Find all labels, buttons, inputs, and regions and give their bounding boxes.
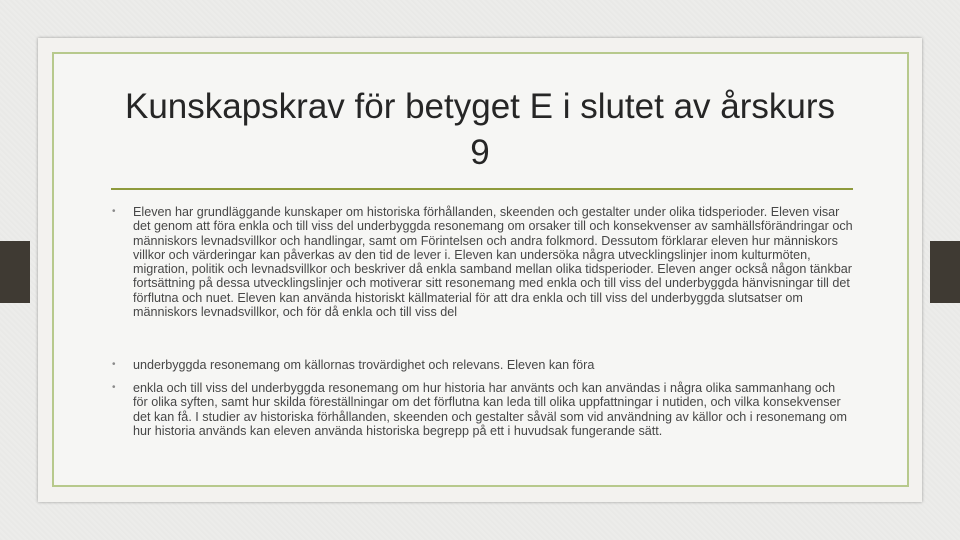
left-decorative-band bbox=[0, 241, 30, 303]
title-divider bbox=[111, 188, 853, 190]
bullet-text: Eleven har grundläggande kunskaper om historiska förhållanden, skeenden och gestalter under olika tidsperioder. Eleven visar det genom att föra enkla och till viss del underbyggda resonemang om orsaker till och konsekvenser av samhällsförändringar och människors levnadsvillkor och handlingar, samt om Förintelsen och andra folkmord. Dessutom förklarar eleven hur människors villkor och värderingar kan påverkas av den tid de lever i. Eleven kan undersöka några utvecklingslinjer inom kulturmöten, migration, politik och levnadsvillkor och beskriver då enkla samband mellan olika tidsperioder. Eleven anger också någon tänkbar fortsättning på dessa utvecklingslinjer och motiverar sitt resonemang med enkla och till viss del underbyggda hänvisningar till det förflutna och nuet. Eleven kan använda historiskt källmaterial för att dra enkla och till viss del underbyggda slutsatser om människors levnadsvillkor, och för då enkla och till viss del bbox=[133, 205, 853, 320]
bullet-marker: • bbox=[112, 359, 116, 370]
bullet-marker: • bbox=[112, 206, 116, 217]
slide-title: Kunskapskrav för betyget E i slutet av årskurs 9 bbox=[124, 87, 836, 172]
bullet-marker: • bbox=[112, 382, 116, 393]
bullet-text: underbyggda resonemang om källornas trovärdighet och relevans. Eleven kan föra bbox=[133, 358, 595, 372]
bullet-text: enkla och till viss del underbyggda resonemang om hur historia har använts och kan användas i några olika sammanhang och för olika syften, samt hur skilda föreställningar om det förflutna kan leda till olika uppfattningar i nutiden, och vilka konsekvenser det kan få. I studier av historiska förhållanden, skeenden och gestalter såväl som vid användning av källor och i resonemang om hur historia används kan eleven använda historiska begrepp på ett i huvudsak fungerande sätt. bbox=[133, 381, 848, 438]
right-decorative-band bbox=[930, 241, 960, 303]
